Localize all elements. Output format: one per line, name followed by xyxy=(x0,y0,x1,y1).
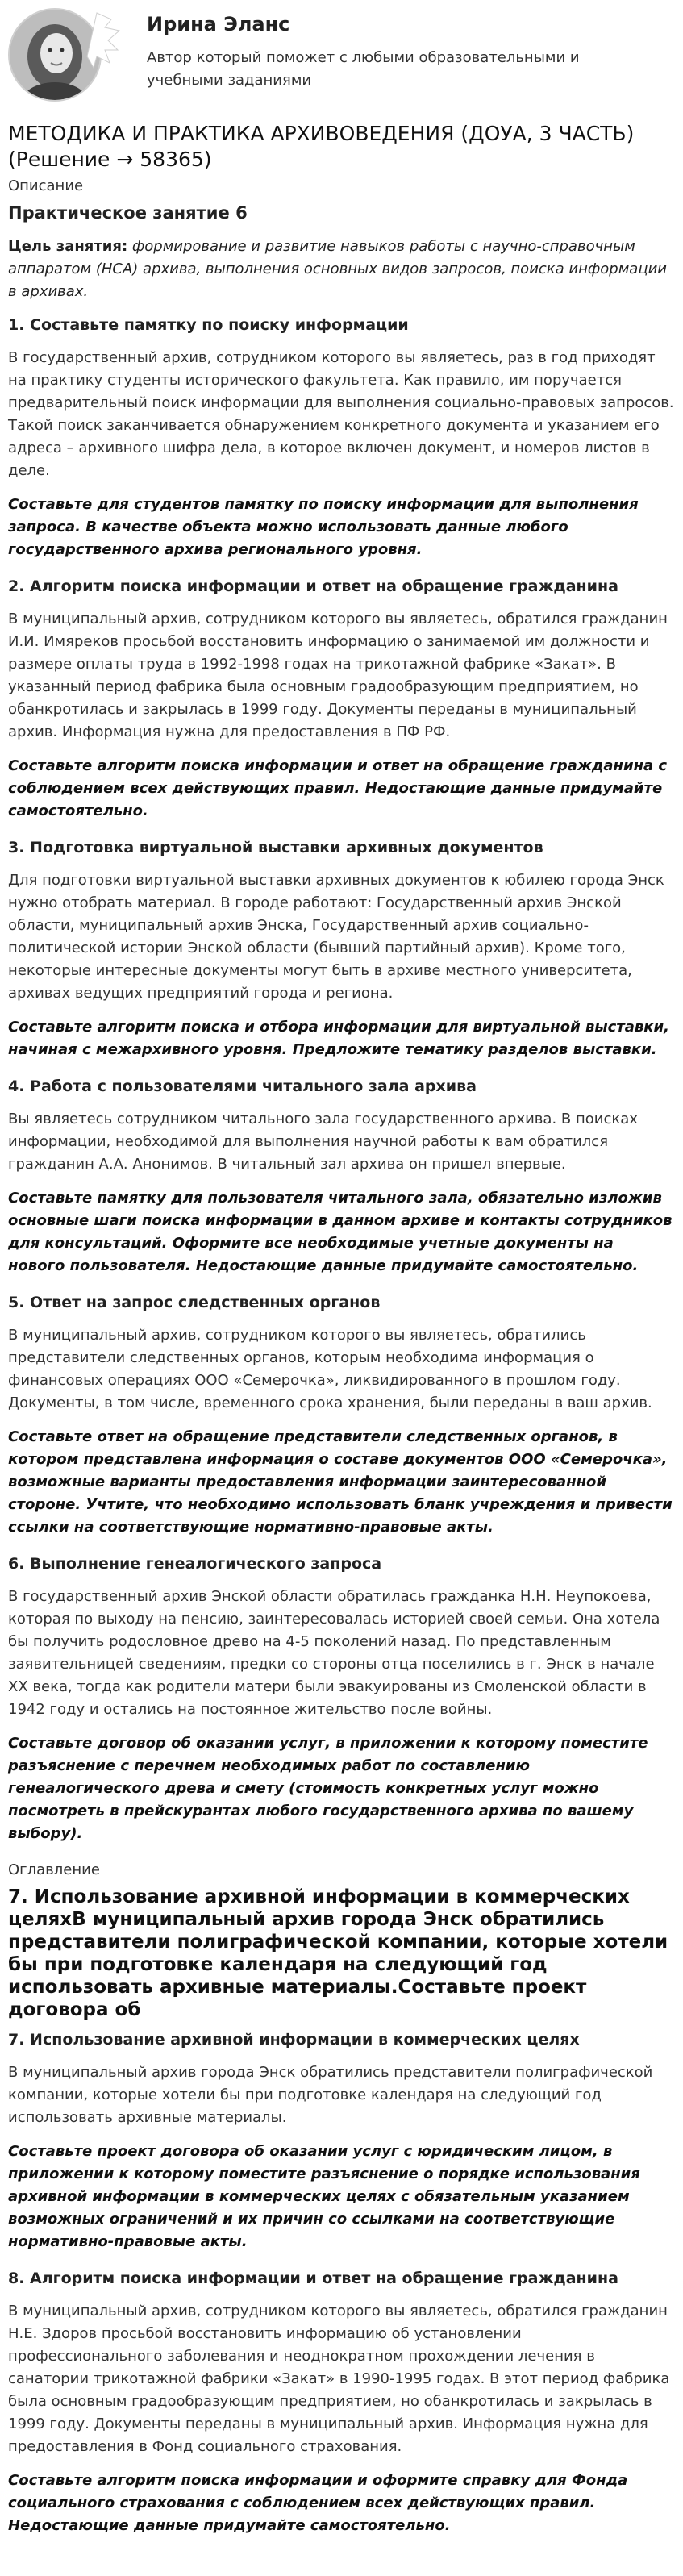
task-instruction: Составьте ответ на обращение представители следственных органов, в котором представлена информация о составе документов ООО «Семерочка», возможные варианты предоставления информации заинтересованной стороне. Учтите, что необходимо использовать бланк учреждения и привести ссылки на соответствующие нормативно-правовые акты. xyxy=(8,1428,673,1536)
task-2 xyxy=(8,576,675,823)
task-instruction: Составьте договор об оказании услуг, в приложении к которому поместите разъяснение с перечнем необходимых работ по составлению генеалогического древа и смету (стоимость конкретных услуг можно посмотреть в прейскурантах любого государственного архива по вашему выбору). xyxy=(8,1735,648,1842)
task-8 xyxy=(8,2268,675,2537)
task-instruction: Составьте проект договора об оказании услуг с юридическим лицом, в приложении к которому поместите разъяснение о порядке использования архивной информации в коммерческих целях с обязательным указанием возможных ограничений и их причин со ссылками на соответствующие нормативно-правовые акты. xyxy=(8,2143,640,2250)
task-instruction: Составьте алгоритм поиска и отбора информации для виртуальной выставки, начиная с межархивного уровня. Предложите тематику разделов выставки. xyxy=(8,1019,669,1058)
task-3 xyxy=(8,837,675,1061)
task-heading: 4. Работа с пользователями читального зала архива xyxy=(8,1078,477,1095)
page-title: МЕТОДИКА И ПРАКТИКА АРХИВОВЕДЕНИЯ (ДОУА, 3 ЧАСТЬ) (Решение → 58365) xyxy=(8,122,635,171)
toc-label: Оглавление xyxy=(8,1861,100,1878)
task-text: В муниципальный архив, сотрудником которого вы являетесь, обратился гражданин И.И. Имяреков просьбой восстановить информацию о занимаемой им должности и размере оплаты труда в 1992-1998 годах на трикотажной фабрике «Закат». В указанный период фабрика была основным градообразующим предприятием, но обанкротилась и закрылась в 1999 году. Документы переданы в муниципальный архив. Информация нужна для предоставления в ПФ РФ. xyxy=(8,611,668,740)
task-4 xyxy=(8,1076,675,1278)
task-heading: 8. Алгоритм поиска информации и ответ на обращение гражданина xyxy=(8,2270,618,2287)
task-text: Вы являетесь сотрудником читального зала государственного архива. В поисках информации, необходимой для выполнения научной работы к вам обратился гражданин А.А. Анонимов. В читальный зал архива он пришел впервые. xyxy=(8,1111,638,1173)
task-heading: 7. Использование архивной информации в коммерческих целях xyxy=(8,2031,580,2049)
goal-paragraph xyxy=(8,236,675,303)
task-instruction: Составьте для студентов памятку по поиску информации для выполнения запроса. В качестве объекта можно использовать данные любого государственного архива регионального уровня. xyxy=(8,496,639,558)
task-heading: 3. Подготовка виртуальной выставки архивных документов xyxy=(8,839,543,857)
task-heading: 5. Ответ на запрос следственных органов xyxy=(8,1294,381,1311)
task-instruction: Составьте алгоритм поиска информации и оформите справку для Фонда социального страхования с соблюдением всех действующих правил. Недостающие данные придумайте самостоятельно. xyxy=(8,2472,628,2534)
author-info xyxy=(147,8,598,92)
description-label: Описание xyxy=(8,177,84,194)
goal-text: формирование и развитие навыков работы с научно-справочным аппаратом (НСА) архива, выполнения основных видов запросов, поиска информации в архивах. xyxy=(8,238,667,300)
task-heading: 6. Выполнение генеалогического запроса xyxy=(8,1555,382,1573)
goal-label: Цель занятия: xyxy=(8,238,128,255)
task-1 xyxy=(8,315,675,561)
task-heading: 1. Составьте памятку по поиску информации xyxy=(8,316,409,334)
task-text: В муниципальный архив города Энск обратились представители полиграфической компании, которые хотели бы при подготовке календаря на следующий год использовать архивные материалы. xyxy=(8,2064,653,2126)
task-text: В муниципальный архив, сотрудником которого вы являетесь, обратились представители следственных органов, которым необходима информация о финансовых операциях ООО «Семерочка», ликвидированного в прошлом году. Документы, в том числе, временного срока хранения, были переданы в ваш архив. xyxy=(8,1327,652,1411)
task-instruction: Составьте памятку для пользователя читального зала, обязательно изложив основные шаги поиска информации в данном архиве и контакты сотрудников для консультаций. Оформите все необходимые учетные документы на нового пользователя. Недостающие данные придумайте самостоятельно. xyxy=(8,1190,673,1274)
author-bio: Автор который поможет с любыми образовательными и учебными заданиями xyxy=(147,49,580,89)
task-6 xyxy=(8,1553,675,1845)
author-card xyxy=(8,8,675,103)
toc-heading: 7. Использование архивной информации в коммерческих целяхВ муниципальный архив города Энск обратились представители полиграфической компании, которые хотели бы при подготовке календаря на следующий год использовать архивные материалы.Составьте проект договора об xyxy=(8,1886,668,2020)
task-instruction: Составьте алгоритм поиска информации и ответ на обращение гражданина с соблюдением всех действующих правил. Недостающие данные придумайте самостоятельно. xyxy=(8,757,668,819)
task-text: В муниципальный архив, сотрудником которого вы являетесь, обратился гражданин Н.Е. Здоров просьбой восстановить информацию об установлении профессионального заболевания и неоднократном прохождении лечения в санатории трикотажной фабрики «Закат» в 1990-1995 годах. В этот период фабрика была основным градообразующим предприятием, но обанкротилась и закрылась в 1999 году. Документы переданы в муниципальный архив. Информация нужна для предоставления в Фонд социального страхования. xyxy=(8,2303,670,2455)
lesson-title: Практическое занятие 6 xyxy=(8,203,248,223)
task-text: В государственный архив Энской области обратилась гражданка Н.Н. Неупокоева, которая по выходу на пенсию, заинтересовалась историей своей семьи. Она хотела бы получить родословное древо на 4-5 поколений назад. По представленным заявительницей сведениям, предки со стороны отца поселились в г. Энск в начале XX века, тогда как родители матери были эвакуированы из Смоленской области в 1942 году и остались на постоянное жительство после войны. xyxy=(8,1588,660,1718)
task-heading: 2. Алгоритм поиска информации и ответ на обращение гражданина xyxy=(8,577,618,595)
task-text: В государственный архив, сотрудником которого вы являетесь, раз в год приходят на практику студенты исторического факультета. Как правило, им поручается предварительный поиск информации для выполнения социально-правовых запросов. Такой поиск заканчивается обнаружением конкретного документа и указанием его адреса – архивного шифра дела, в которое включен документ, и номеров листов в деле. xyxy=(8,349,674,479)
task-5 xyxy=(8,1292,675,1539)
author-avatar[interactable] xyxy=(8,8,129,103)
task-text: Для подготовки виртуальной выставки архивных документов к юбилею города Энск нужно отобрать материал. В городе работают: Государственный архив Энской области, муниципальный архив Энска, Государственный архив социально-политической истории Энской области (бывший партийный архив). Кроме того, некоторые интересные документы могут быть в архиве местного университета, архивах ведущих предприятий города и региона. xyxy=(8,872,664,1002)
avatar-photo-icon xyxy=(8,8,129,103)
author-name[interactable]: Ирина Эланс xyxy=(147,13,290,35)
task-7 xyxy=(8,2029,675,2253)
